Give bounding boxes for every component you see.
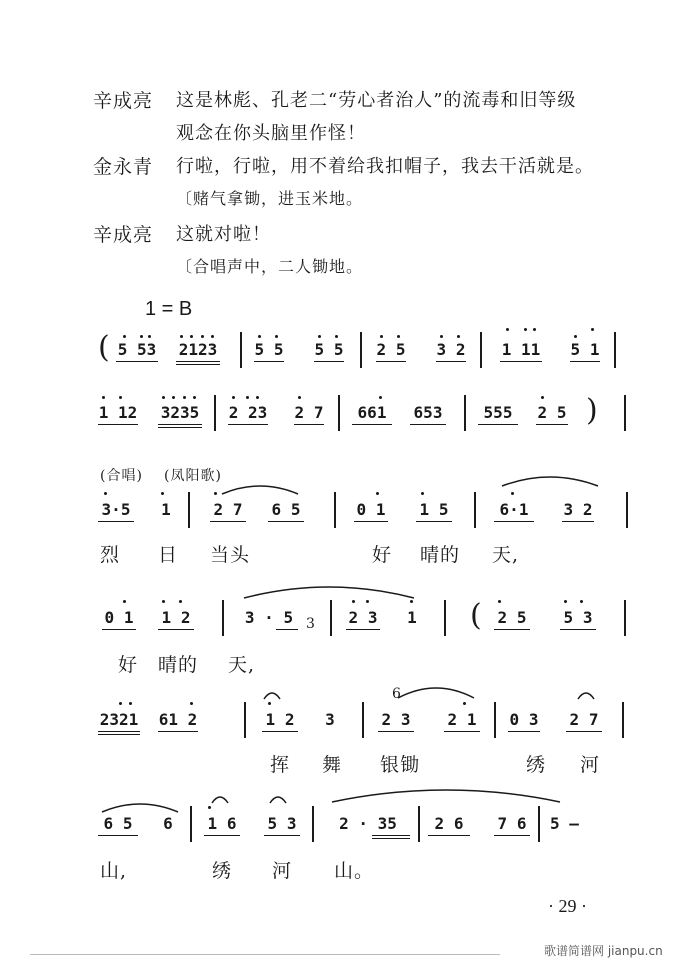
note-group: 555 <box>483 403 513 422</box>
dialogue-line: 行啦，行啦，用不着给我扣帽子，我去干活就是。 <box>176 156 594 177</box>
lyric: 烈 <box>100 544 121 566</box>
note-group: 2 5 <box>376 340 406 359</box>
note-group: 5 1 <box>570 340 600 359</box>
barline <box>624 395 626 431</box>
lyric: 挥 <box>270 754 291 776</box>
barline <box>240 332 242 368</box>
lyric: 河 <box>272 860 293 882</box>
lyric: 绣 <box>526 754 547 776</box>
note-group: 5 53 <box>117 340 157 359</box>
note-group: 2321 <box>99 710 139 729</box>
lyric: 舞 <box>322 754 343 776</box>
score-row-5 <box>0 710 690 730</box>
note-group: 3 <box>325 710 335 729</box>
barline <box>362 702 364 738</box>
note-group: 0 3 <box>509 710 539 729</box>
note-group: 2 5 <box>537 403 567 422</box>
note-group: 3235 <box>160 403 200 422</box>
lyric: 银锄 <box>380 754 421 776</box>
note-group: 1 5 <box>419 500 449 519</box>
fermata <box>576 690 596 700</box>
note-group: 1 <box>161 500 171 519</box>
chorus-label: (合唱) <box>100 468 143 484</box>
dialogue-line: 观念在你头脑里作怪！ <box>176 123 366 144</box>
lyric: 山, <box>100 860 128 882</box>
lyric: 好 <box>372 544 393 566</box>
note-group: 2 3 <box>348 608 378 627</box>
note-group: 1 <box>407 608 417 627</box>
close-paren: ) <box>586 393 598 428</box>
watermark: 歌谱简谱网 jianpu.cn <box>544 944 663 958</box>
stage-direction: 〔赌气拿锄，进玉米地。 <box>176 189 364 208</box>
note-group: 2 · 35 <box>339 814 397 833</box>
dialogue-line: 这是林彪、孔老二“劳心者治人”的流毒和旧等级 <box>176 90 577 111</box>
lyric: 当头 <box>210 544 251 566</box>
barline <box>244 702 246 738</box>
slur <box>500 474 600 488</box>
open-paren: ( <box>470 598 482 633</box>
barline <box>338 395 340 431</box>
speaker-jin: 金永青 <box>93 156 154 178</box>
grace-note: 3 <box>306 616 316 632</box>
barline <box>360 332 362 368</box>
note-group: 2 23 <box>228 403 268 422</box>
score-row-3 <box>0 500 690 520</box>
page-number: · 29 · <box>548 896 587 916</box>
note-group: 2123 <box>178 340 218 359</box>
note-group: 2 7 <box>569 710 599 729</box>
barline <box>626 492 628 528</box>
fermata <box>210 794 230 804</box>
barline <box>188 492 190 528</box>
note-group: 1 12 <box>98 403 138 422</box>
open-paren: ( <box>98 330 110 365</box>
note-group: 2 3 <box>381 710 411 729</box>
note-group: 2 5 <box>497 608 527 627</box>
slur <box>100 800 180 814</box>
note-group: 7 6 <box>497 814 527 833</box>
stage-direction: 〔合唱声中，二人锄地。 <box>176 257 364 276</box>
dialogue-line: 这就对啦！ <box>176 224 271 245</box>
barline <box>474 492 476 528</box>
slur <box>220 482 300 496</box>
speaker-xin-1: 辛成亮 <box>93 90 154 112</box>
note-group: 1 2 <box>265 710 295 729</box>
barline <box>190 806 192 842</box>
note-group: 5 5 <box>254 340 284 359</box>
lyric: 晴的 <box>420 544 461 566</box>
barline <box>312 806 314 842</box>
barline <box>418 806 420 842</box>
fermata <box>262 690 282 700</box>
lyric: 河 <box>580 754 601 776</box>
slur <box>330 786 562 804</box>
note-group: 0 1 <box>104 608 134 627</box>
score-row-4 <box>0 608 690 628</box>
speaker-xin-2: 辛成亮 <box>93 224 154 246</box>
note-group: 3 · 5 <box>244 608 294 627</box>
barline <box>330 600 332 636</box>
score-row-6 <box>0 814 690 834</box>
barline <box>334 492 336 528</box>
lyric: 天, <box>492 544 520 566</box>
note-group: 61 2 <box>158 710 198 729</box>
barline <box>464 395 466 431</box>
barline <box>624 600 626 636</box>
note-group: 3 2 <box>436 340 466 359</box>
lyric: 绣 <box>212 860 233 882</box>
note-group: 2 1 <box>447 710 477 729</box>
note-group: 6 <box>163 814 173 833</box>
note-group: 2 7 <box>294 403 324 422</box>
note-group: 661 <box>357 403 387 422</box>
note-group: 1 2 <box>161 608 191 627</box>
note-group: 3 2 <box>563 500 593 519</box>
score-row-1 <box>0 340 690 360</box>
note-group: 3·5 <box>101 500 131 519</box>
note-group: 6 5 <box>103 814 133 833</box>
lyric: 好 <box>118 654 139 676</box>
note-group: 5 — <box>550 814 579 833</box>
lyric: 山。 <box>334 860 375 882</box>
note-group: 5 3 <box>563 608 593 627</box>
note-group: 1 6 <box>207 814 237 833</box>
barline <box>494 702 496 738</box>
note-group: 6 5 <box>271 500 301 519</box>
lyric: 日 <box>158 544 179 566</box>
note-group: 0 1 <box>356 500 386 519</box>
tune-label: (凤阳歌) <box>164 468 222 484</box>
fermata <box>268 794 288 804</box>
scan-edge-line <box>30 954 500 955</box>
note-group: 2 7 <box>213 500 243 519</box>
barline <box>538 806 540 842</box>
note-group: 6·1 <box>499 500 529 519</box>
note-group: 5 3 <box>267 814 297 833</box>
note-group: 5 5 <box>314 340 344 359</box>
key-signature: 1 = B <box>145 298 193 320</box>
note-group: 653 <box>413 403 443 422</box>
lyric: 晴的 <box>158 654 199 676</box>
slur <box>396 684 476 700</box>
note-group: 1 11 <box>501 340 541 359</box>
grace-note: 6 <box>392 686 402 702</box>
slur <box>242 584 416 600</box>
barline <box>444 600 446 636</box>
barline <box>622 702 624 738</box>
barline <box>614 332 616 368</box>
barline <box>480 332 482 368</box>
barline <box>222 600 224 636</box>
note-group: 2 6 <box>434 814 464 833</box>
barline <box>214 395 216 431</box>
lyric: 天, <box>228 654 256 676</box>
